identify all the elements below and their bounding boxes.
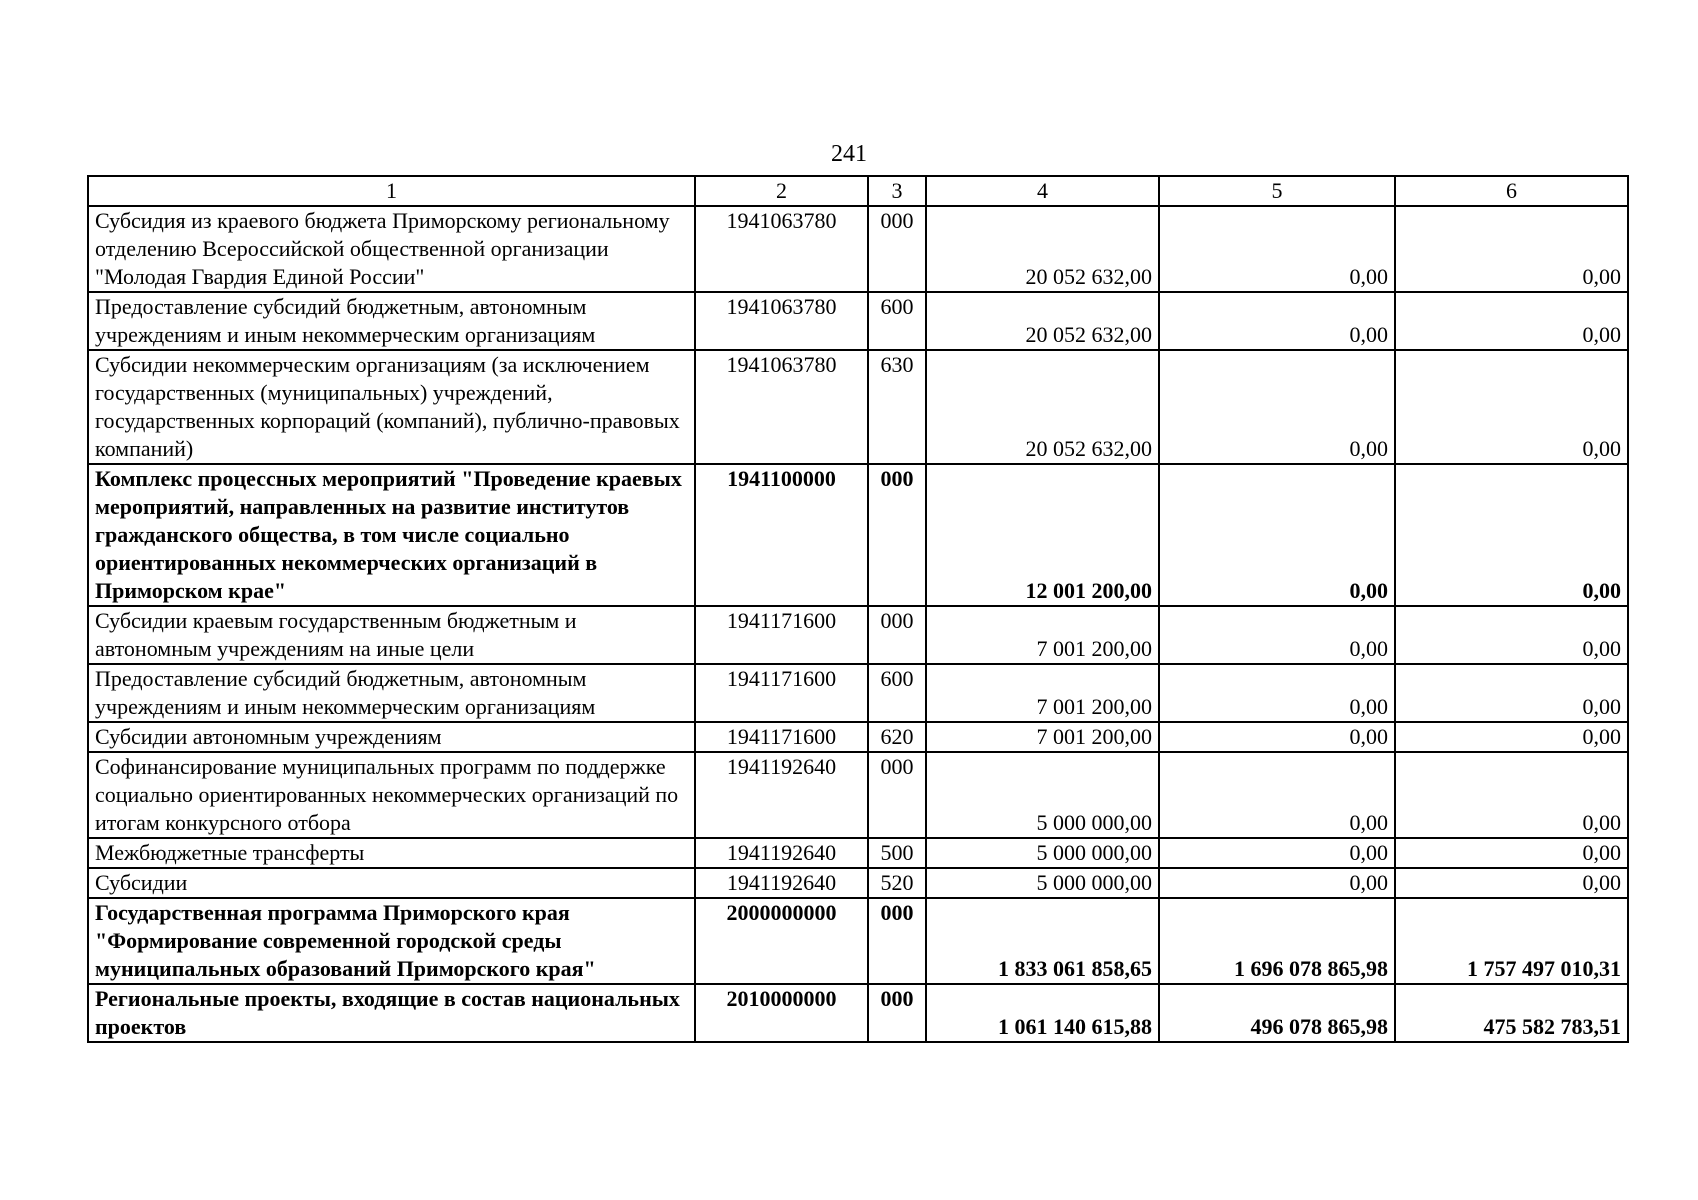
table-row	[88, 868, 1628, 898]
row-value-col4-cell: 1 061 140 615,88	[926, 984, 1159, 1042]
header-col-2: 2	[695, 176, 868, 206]
row-type-cell: 620	[868, 722, 926, 752]
row-value-col4-cell: 5 000 000,00	[926, 838, 1159, 868]
row-name-cell: Субсидии некоммерческим организациям (за исключением государственных (муниципальных) учреждений, государственных корпораций (компаний), публично-правовых компаний)	[88, 350, 695, 464]
row-value-col6-cell: 0,00	[1395, 722, 1628, 752]
row-value-col4-cell: 7 001 200,00	[926, 606, 1159, 664]
row-value-col6-cell: 0,00	[1395, 206, 1628, 292]
row-code-cell: 1941063780	[695, 292, 868, 350]
row-type-cell: 600	[868, 664, 926, 722]
row-value-col5-cell: 0,00	[1159, 868, 1395, 898]
row-name-cell: Региональные проекты, входящие в состав национальных проектов	[88, 984, 695, 1042]
table-row	[88, 664, 1628, 722]
row-code-cell: 1941192640	[695, 752, 868, 838]
row-type-cell: 000	[868, 464, 926, 606]
row-value-col6-cell: 0,00	[1395, 868, 1628, 898]
row-value-col5-cell: 0,00	[1159, 292, 1395, 350]
table-row	[88, 722, 1628, 752]
row-value-col6-cell: 475 582 783,51	[1395, 984, 1628, 1042]
row-type-cell: 520	[868, 868, 926, 898]
table-row	[88, 838, 1628, 868]
row-type-cell: 000	[868, 898, 926, 984]
row-code-cell: 2010000000	[695, 984, 868, 1042]
row-value-col6-cell: 0,00	[1395, 838, 1628, 868]
table-row	[88, 752, 1628, 838]
row-value-col5-cell: 496 078 865,98	[1159, 984, 1395, 1042]
row-value-col4-cell: 20 052 632,00	[926, 206, 1159, 292]
row-value-col5-cell: 0,00	[1159, 664, 1395, 722]
header-col-5: 5	[1159, 176, 1395, 206]
row-name-cell: Предоставление субсидий бюджетным, автономным учреждениям и иным некоммерческим организациям	[88, 664, 695, 722]
row-value-col6-cell: 1 757 497 010,31	[1395, 898, 1628, 984]
table-row	[88, 206, 1628, 292]
row-value-col6-cell: 0,00	[1395, 464, 1628, 606]
row-type-cell: 000	[868, 606, 926, 664]
row-value-col4-cell: 7 001 200,00	[926, 722, 1159, 752]
row-value-col4-cell: 12 001 200,00	[926, 464, 1159, 606]
row-name-cell: Комплекс процессных мероприятий "Проведение краевых мероприятий, направленных на развитие институтов гражданского общества, в том числе социально ориентированных некоммерческих организаций в Приморском крае"	[88, 464, 695, 606]
row-name-cell: Субсидии автономным учреждениям	[88, 722, 695, 752]
row-value-col5-cell: 0,00	[1159, 838, 1395, 868]
row-code-cell: 1941100000	[695, 464, 868, 606]
row-code-cell: 1941063780	[695, 350, 868, 464]
table-row	[88, 464, 1628, 606]
budget-table	[87, 175, 1629, 1043]
row-type-cell: 000	[868, 752, 926, 838]
row-value-col5-cell: 0,00	[1159, 464, 1395, 606]
row-value-col4-cell: 1 833 061 858,65	[926, 898, 1159, 984]
row-value-col4-cell: 5 000 000,00	[926, 752, 1159, 838]
row-name-cell: Субсидии краевым государственным бюджетным и автономным учреждениям на иные цели	[88, 606, 695, 664]
row-value-col6-cell: 0,00	[1395, 752, 1628, 838]
row-code-cell: 1941171600	[695, 606, 868, 664]
row-value-col6-cell: 0,00	[1395, 606, 1628, 664]
row-value-col5-cell: 0,00	[1159, 606, 1395, 664]
row-type-cell: 500	[868, 838, 926, 868]
header-col-6: 6	[1395, 176, 1628, 206]
header-row	[88, 176, 1628, 206]
page-number: 241	[831, 141, 867, 167]
table-row	[88, 606, 1628, 664]
header-col-1: 1	[88, 176, 695, 206]
row-value-col5-cell: 0,00	[1159, 752, 1395, 838]
row-code-cell: 1941171600	[695, 664, 868, 722]
row-value-col5-cell: 0,00	[1159, 722, 1395, 752]
row-value-col5-cell: 0,00	[1159, 206, 1395, 292]
row-code-cell: 1941192640	[695, 868, 868, 898]
row-value-col6-cell: 0,00	[1395, 292, 1628, 350]
row-code-cell: 1941192640	[695, 838, 868, 868]
header-col-4: 4	[926, 176, 1159, 206]
row-name-cell: Межбюджетные трансферты	[88, 838, 695, 868]
row-value-col6-cell: 0,00	[1395, 350, 1628, 464]
row-value-col6-cell: 0,00	[1395, 664, 1628, 722]
row-type-cell: 000	[868, 206, 926, 292]
table-body	[88, 206, 1628, 1042]
row-value-col5-cell: 1 696 078 865,98	[1159, 898, 1395, 984]
row-value-col4-cell: 20 052 632,00	[926, 292, 1159, 350]
row-value-col5-cell: 0,00	[1159, 350, 1395, 464]
table-row	[88, 898, 1628, 984]
row-code-cell: 1941063780	[695, 206, 868, 292]
table-row	[88, 292, 1628, 350]
row-value-col4-cell: 5 000 000,00	[926, 868, 1159, 898]
header-col-3: 3	[868, 176, 926, 206]
row-value-col4-cell: 7 001 200,00	[926, 664, 1159, 722]
row-name-cell: Субсидии	[88, 868, 695, 898]
row-name-cell: Софинансирование муниципальных программ по поддержке социально ориентированных некоммерческих организаций по итогам конкурсного отбора	[88, 752, 695, 838]
row-type-cell: 600	[868, 292, 926, 350]
table-row	[88, 984, 1628, 1042]
row-value-col4-cell: 20 052 632,00	[926, 350, 1159, 464]
row-name-cell: Предоставление субсидий бюджетным, автономным учреждениям и иным некоммерческим организациям	[88, 292, 695, 350]
row-type-cell: 630	[868, 350, 926, 464]
row-code-cell: 2000000000	[695, 898, 868, 984]
row-type-cell: 000	[868, 984, 926, 1042]
row-code-cell: 1941171600	[695, 722, 868, 752]
table-row	[88, 350, 1628, 464]
row-name-cell: Государственная программа Приморского края "Формирование современной городской среды муниципальных образований Приморского края"	[88, 898, 695, 984]
row-name-cell: Субсидия из краевого бюджета Приморскому региональному отделению Всероссийской общественной организации "Молодая Гвардия Единой России"	[88, 206, 695, 292]
